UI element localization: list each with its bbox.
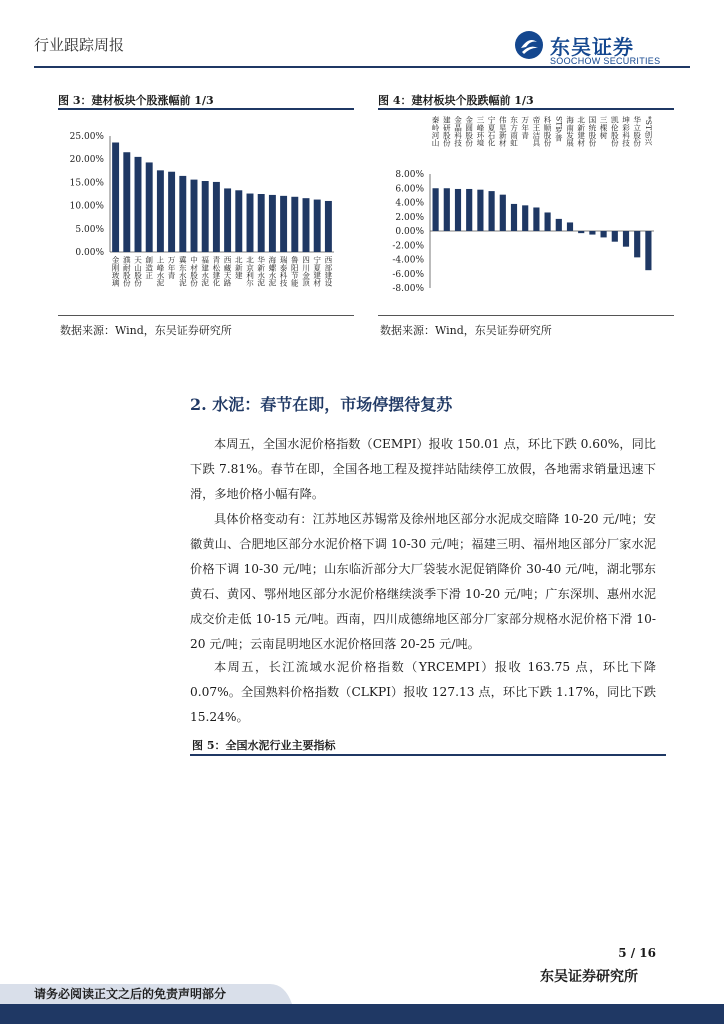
bar bbox=[314, 200, 321, 252]
x-tick-label: ST罗普 bbox=[554, 116, 564, 142]
figure4-title: 图 4：建材板块个股跌幅前 1/3 bbox=[378, 94, 534, 107]
bar bbox=[522, 205, 528, 231]
paragraph-cempi: 本周五，全国水泥价格指数（CEMPI）报收 150.01 点，环比下跌 0.60%，同比下跌 7.81%。春节在即，全国各地工程及搅拌站陆续停工放假，各地需求销量迅速下滑，多地价格小幅有降。 bbox=[190, 437, 656, 501]
paragraph-indices: 本周五，长江流域水泥价格指数（YRCEMPI）报收 163.75 点，环比下降 0.07%。全国熟料价格指数（CLKPI）报收 127.13 点，环比下跌 1.17%，同比下跌 15.24%。 bbox=[190, 660, 656, 724]
bar bbox=[202, 181, 209, 252]
figure3-bottom-rule bbox=[58, 315, 354, 316]
x-tick-label: 凯伦股份 bbox=[610, 116, 620, 147]
x-tick-label: 四川金顶 bbox=[301, 256, 311, 287]
logo-text-en: SOOCHOW SECURITIES bbox=[550, 56, 661, 66]
x-tick-label: 国统股份 bbox=[587, 116, 597, 147]
bar bbox=[477, 190, 483, 231]
bar bbox=[433, 188, 439, 231]
x-tick-label: 天山股份 bbox=[133, 256, 143, 287]
x-tick-label: 青松建化 bbox=[211, 256, 221, 287]
figure3-source: 数据来源：Wind，东吴证券研究所 bbox=[60, 324, 232, 337]
x-tick-label: 三棵树 bbox=[599, 116, 609, 139]
footer-disclaimer: 请务必阅读正文之后的免责声明部分 bbox=[34, 987, 227, 1001]
x-tick-label: 上峰水泥 bbox=[155, 256, 165, 287]
y-tick-label: 10.00% bbox=[69, 201, 104, 212]
bar bbox=[589, 231, 595, 235]
x-tick-label: 金晶科技 bbox=[453, 116, 463, 147]
x-tick-label: 西部建设 bbox=[323, 256, 333, 287]
bar bbox=[179, 176, 186, 252]
x-tick-label: 冀东水泥 bbox=[178, 256, 188, 287]
bar bbox=[157, 170, 164, 252]
bar bbox=[645, 231, 651, 270]
figure4-top-rule bbox=[378, 108, 674, 110]
x-tick-label: 北新建 bbox=[234, 256, 244, 279]
bar bbox=[533, 207, 539, 231]
bar bbox=[500, 195, 506, 231]
x-tick-label: 万年青 bbox=[167, 256, 177, 279]
bar bbox=[213, 182, 220, 252]
y-tick-label: 15.00% bbox=[69, 178, 104, 189]
y-tick-label: 8.00% bbox=[395, 170, 424, 180]
x-tick-label: 福建水泥 bbox=[200, 256, 210, 287]
x-tick-label: 伟星新材 bbox=[498, 116, 508, 147]
y-tick-label: 6.00% bbox=[395, 184, 424, 195]
bar bbox=[135, 157, 142, 252]
bar bbox=[123, 152, 130, 252]
x-tick-label: 海螺水泥 bbox=[267, 256, 277, 287]
x-tick-label: 帝王洁具 bbox=[531, 116, 541, 147]
y-tick-label: -2.00% bbox=[392, 241, 424, 252]
x-tick-label: 华新水泥 bbox=[256, 256, 266, 287]
figure5-top-rule bbox=[190, 754, 666, 756]
y-tick-label: 20.00% bbox=[69, 155, 104, 166]
bar bbox=[247, 194, 254, 252]
footer-bar bbox=[0, 1004, 724, 1024]
y-tick-label: 5.00% bbox=[75, 224, 104, 235]
y-tick-label: 0.00% bbox=[395, 227, 424, 237]
x-tick-label: 鲁阳节能 bbox=[290, 256, 300, 287]
bar bbox=[578, 231, 584, 233]
footer-org-name: 东吴证券研究所 bbox=[540, 969, 638, 985]
y-tick-label: -6.00% bbox=[392, 269, 424, 280]
bar bbox=[191, 180, 198, 252]
x-tick-label: 北新建材 bbox=[576, 116, 586, 147]
x-tick-label: 万年青 bbox=[520, 116, 530, 139]
bar bbox=[623, 231, 629, 247]
x-tick-label: 宁夏建材 bbox=[312, 256, 322, 287]
figure4-bottom-rule bbox=[378, 315, 674, 316]
y-tick-label: 4.00% bbox=[395, 198, 424, 209]
bar bbox=[112, 142, 119, 252]
section-title: 2. 水泥：春节在即，市场停摆待复苏 bbox=[190, 395, 453, 414]
bar bbox=[258, 194, 265, 252]
bar bbox=[303, 198, 310, 252]
bar bbox=[291, 197, 298, 252]
x-tick-label: 創造正 bbox=[144, 256, 154, 279]
x-tick-label: 东方雨虹 bbox=[509, 116, 519, 147]
x-tick-label: 建研股份 bbox=[442, 116, 452, 147]
y-tick-label: 0.00% bbox=[75, 248, 104, 258]
bar bbox=[444, 188, 450, 231]
x-tick-label: 瑞泰科技 bbox=[279, 256, 289, 287]
x-tick-label: 宁夏石化 bbox=[487, 116, 497, 147]
x-tick-label: 金刚玻璃 bbox=[111, 256, 121, 287]
x-tick-label: 濮耐股份 bbox=[122, 256, 132, 287]
paragraph-price-changes: 具体价格变动有：江苏地区苏锡常及徐州地区部分水泥成交暗降 10-20 元/吨；安徽黄山、合肥地区部分水泥价格下调 10-30 元/吨；福建三明、福州地区部分厂家水泥价格下调 10-30 元/吨；山东临沂部分大厂袋装水泥促销降价 30-40 元/吨，湖北鄂东黄石、黄冈、鄂州地区部分水泥价格继续淡季下滑 10-20 元/吨；广东深圳、惠州水泥成交价走低 10-15 元/吨。西南，四川成德绵地区部分厂家部分规格水泥价格下滑 10-20 元/吨；云南昆明地区水泥价格回落 20-25 元/吨。 bbox=[190, 512, 656, 651]
x-tick-label: 北京利尔 bbox=[245, 256, 255, 287]
x-tick-label: 科顺股份 bbox=[543, 116, 553, 147]
x-tick-label: 金圆股份 bbox=[464, 116, 474, 147]
x-tick-label: 秦岭河山 bbox=[431, 116, 441, 147]
bar bbox=[601, 231, 607, 237]
bar bbox=[269, 195, 276, 252]
bar bbox=[612, 231, 618, 242]
figure3-title: 图 3：建材板块个股涨幅前 1/3 bbox=[58, 94, 214, 107]
x-tick-label: 三峰环境 bbox=[475, 116, 485, 147]
x-tick-label: 坤彩科技 bbox=[621, 116, 631, 147]
logo-text-cn: 东吴证券 bbox=[550, 35, 634, 59]
bar bbox=[556, 219, 562, 231]
bar bbox=[224, 188, 231, 252]
y-tick-label: -4.00% bbox=[392, 255, 424, 266]
x-tick-label: *ST创兴 bbox=[643, 116, 653, 146]
figure4-source: 数据来源：Wind，东吴证券研究所 bbox=[380, 324, 552, 337]
x-tick-label: 海南发展 bbox=[565, 116, 575, 147]
figure5-title: 图 5：全国水泥行业主要指标 bbox=[192, 739, 336, 752]
figure3-top-rule bbox=[58, 108, 354, 110]
bar bbox=[168, 172, 175, 252]
bar bbox=[511, 204, 517, 231]
x-tick-label: 华立股份 bbox=[632, 116, 642, 147]
bar bbox=[325, 201, 332, 252]
x-tick-label: 中材股份 bbox=[189, 256, 199, 287]
bar bbox=[489, 191, 495, 231]
bar bbox=[280, 196, 287, 252]
report-type-title: 行业跟踪周报 bbox=[34, 36, 125, 54]
bar bbox=[545, 212, 551, 231]
figure3-chart bbox=[58, 112, 354, 312]
figure4-chart bbox=[378, 112, 674, 312]
soochow-logo-icon bbox=[514, 30, 544, 60]
bar bbox=[455, 189, 461, 231]
y-tick-label: 25.00% bbox=[69, 132, 104, 142]
bar bbox=[567, 222, 573, 231]
company-logo bbox=[514, 30, 664, 66]
header-divider bbox=[34, 66, 690, 68]
bar bbox=[235, 190, 242, 252]
bar bbox=[634, 231, 640, 257]
page-number: 5 / 16 bbox=[618, 946, 656, 960]
y-tick-label: 2.00% bbox=[395, 212, 424, 223]
y-tick-label: -8.00% bbox=[392, 284, 424, 294]
bar bbox=[466, 189, 472, 231]
x-tick-label: 西藏天路 bbox=[223, 256, 233, 287]
bar bbox=[146, 162, 153, 252]
